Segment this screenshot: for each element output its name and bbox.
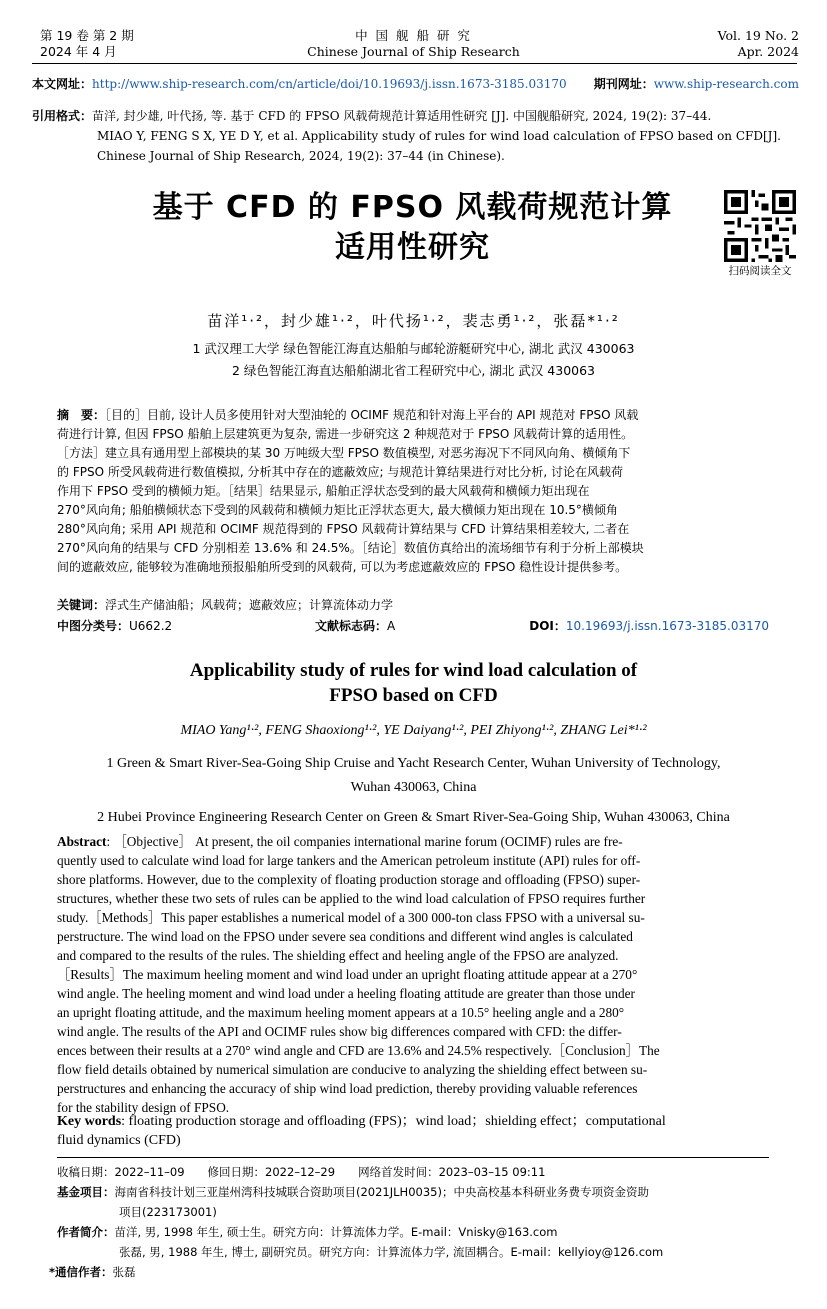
journal-name-cn: 中 国 舰 船 研 究 — [355, 28, 472, 43]
keywords-en-line: : floating production storage and offloading (FPS)；wind load；shielding effect；computational — [121, 1114, 666, 1129]
footnotes — [49, 1162, 777, 1282]
abstract-en-line: ［Results］The maximum heeling moment and wind load under an upright floating attitude appear at a 270° — [57, 967, 638, 982]
title-en-line2: FPSO based on CFD — [329, 685, 498, 706]
abstract-en-line: flow field details obtained by numerical simulation are conducive to analyzing the shielding effect between su- — [57, 1062, 648, 1077]
abstract-en-line: and compared to the results of the rules. The shielding effect and heeling angle of the FPSO are analyzed. — [57, 948, 619, 963]
abstract-cn-line: 荷进行计算, 但因 FPSO 船舶上层建筑更为复杂, 需进一步研究这 2 种规范对于 FPSO 风载荷计算的适用性。 — [57, 427, 634, 441]
date-cn: 2024 年 4 月 — [40, 44, 117, 59]
abstract-cn-line: 间的遮蔽效应, 能够较为准确地预报船舶所受到的风载荷, 可以为考虑遮蔽效应的 FPSO 稳性设计提供参考。 — [57, 560, 628, 574]
author-bio-1: 苗洋, 男, 1998 年生, 硕士生。研究方向：计算流体力学。E-mail：Vnisky@163.com — [114, 1225, 558, 1239]
affiliation-en-1: 1 Green & Smart River-Sea-Going Ship Cruise and Yacht Research Center, Wuhan University of Technology, — [106, 756, 721, 771]
volume-en: Vol. 19 No. 2 — [717, 28, 799, 43]
abstract-cn-line: 作用下 FPSO 受到的横倾力矩。［结果］结果显示, 船舶正浮状态受到的最大风载荷和横倾力矩出现在 — [57, 484, 590, 498]
corresponding-label: *通信作者： — [49, 1265, 113, 1279]
qr-caption: 扫码阅读全文 — [728, 265, 792, 277]
date-en: Apr. 2024 — [737, 44, 799, 59]
authors-cn: 苗洋¹·²，封少雄¹·²，叶代扬¹·²，裴志勇¹·²，张磊*¹·² — [207, 312, 620, 330]
title-cn — [60, 188, 765, 268]
abstract-en-line: wind angle. The heeling moment and wind load under a heeling floating attitude are greater than those under — [57, 986, 635, 1001]
abstract-cn-line: 270°风向角; 船舶横倾状态下受到的风载荷和横倾力矩比正浮状态更大, 最大横倾力矩出现在 10.5°横倾角 — [57, 503, 618, 517]
keywords-cn — [57, 596, 393, 615]
affiliation-en-1-city: Wuhan 430063, China — [350, 780, 477, 795]
citation-line: MIAO Y, FENG S X, YE D Y, et al. Applicability study of rules for wind load calculation of FPSO based on CFD[J]. — [97, 129, 781, 143]
journal-url-label: 期刊网址： — [593, 77, 654, 91]
doi-label: DOI： — [529, 619, 566, 633]
keywords-cn-text: 浮式生产储油船；风载荷；遮蔽效应；计算流体动力学 — [105, 598, 394, 612]
abstract-cn-label: 摘 要： — [57, 408, 106, 422]
issue-info-en — [718, 28, 799, 60]
abstract-en-label: Abstract — [57, 834, 107, 849]
title-cn-line2: 适用性研究 — [335, 230, 490, 265]
abstract-cn-line: ［目的］目前, 设计人员多使用针对大型油轮的 OCIMF 规范和针对海上平台的 API 规范对 FPSO 风载 — [105, 408, 639, 422]
fund-text-cont: 项目(223173001) — [119, 1205, 217, 1219]
issue-cn: 第 19 卷 第 2 期 — [40, 28, 134, 43]
received-dates: 收稿日期：2022–11–09 修回日期：2022–12–29 网络首发时间：2023–03–15 09:11 — [57, 1165, 546, 1179]
affiliations-cn — [0, 338, 827, 382]
keywords-en-label: Key words — [57, 1114, 122, 1129]
qr-code[interactable] — [724, 190, 796, 262]
abstract-en-line: perstructures and enhancing the accuracy of ship wind load prediction, thereby providing valuable references — [57, 1081, 638, 1096]
abstract-en-line: ［Objective］ At present, the oil companies international marine forum (OCIMF) rules are fre- — [113, 834, 623, 849]
clc-label: 中图分类号： — [57, 619, 130, 633]
keywords-cn-label: 关键词： — [57, 598, 106, 612]
footnote-rule — [57, 1157, 769, 1158]
citation-block — [32, 106, 802, 166]
clc-value: U662.2 — [129, 619, 173, 633]
abstract-en-line: shore platforms. However, due to the complexity of floating production storage and offloading (FPSO) super- — [57, 872, 641, 887]
authors-en: MIAO Yang¹·², FENG Shaoxiong¹·², YE Daiyang¹·², PEI Zhiyong¹·², ZHANG Lei*¹·² — [180, 723, 647, 738]
title-cn-line1: 基于 CFD 的 FPSO 风载荷规范计算 — [152, 190, 673, 225]
abstract-en-line: ences between their results at a 270° wind angle and CFD are 13.6% and 24.5% respectively.［Conclusion］The — [57, 1043, 660, 1058]
citation-label: 引用格式： — [32, 109, 93, 123]
abstract-en-line: perstructure. The wind load on the FPSO under severe sea conditions and different wind angles is calculated — [57, 929, 633, 944]
classification-row — [57, 617, 773, 636]
abstract-en-line: an upright floating attitude, and the maximum heeling moment appears at a 10.5° heeling angle and a 280° — [57, 1005, 625, 1020]
abstract-en-line: study.［Methods］This paper establishes a numerical model of a 300 000-ton class FPSO with a universal su- — [57, 910, 645, 925]
abstract-cn-line: 的 FPSO 所受风载荷进行数值模拟, 分析其中存在的遮蔽效应; 与规范计算结果进行对比分析, 讨论在风载荷 — [57, 465, 623, 479]
author-bio-2: 张磊, 男, 1988 年生, 博士, 副研究员。研究方向：计算流体力学, 流固耦合。E-mail：kellyioy@126.com — [119, 1245, 664, 1259]
fund-label: 基金项目： — [57, 1185, 115, 1199]
article-url-link[interactable]: http://www.ship-research.com/cn/article/doi/10.19693/j.issn.1673-3185.03170 — [92, 77, 567, 91]
abstract-en-line: wind angle. The results of the API and OCIMF rules show big differences compared with CFD: the differ- — [57, 1024, 622, 1039]
citation-line: Chinese Journal of Ship Research, 2024, 19(2): 37–44 (in Chinese). — [97, 149, 505, 163]
header-rule — [32, 63, 797, 64]
corresponding-author: 张磊 — [112, 1265, 136, 1279]
abstract-cn-line: ［方法］建立具有通用型上部模块的某 30 万吨级大型 FPSO 数值模型, 对恶劣海况下不同风向角、横倾角下 — [57, 446, 631, 460]
affiliations-en — [0, 752, 827, 830]
journal-url-row — [594, 74, 799, 94]
affiliation-en-2: 2 Hubei Province Engineering Research Center on Green & Smart River-Sea-Going Ship, Wuhan 430063, China — [97, 810, 730, 825]
doc-code-value: A — [387, 619, 396, 633]
keywords-en — [57, 1112, 771, 1150]
affiliation-cn-2: 2 绿色智能江海直达船舶湖北省工程研究中心, 湖北 武汉 430063 — [231, 363, 596, 378]
citation-line: 苗洋, 封少雄, 叶代扬, 等. 基于 CFD 的 FPSO 风载荷规范计算适用性研究 [J]. 中国舰船研究, 2024, 19(2): 37–44. — [92, 109, 712, 123]
fund-text: 海南省科技计划三亚崖州湾科技城联合资助项目(2021JLH0035)；中央高校基本科研业务费专项资金资助 — [114, 1185, 649, 1199]
journal-url-link[interactable]: www.ship-research.com — [653, 77, 799, 91]
article-url-label: 本文网址： — [32, 77, 93, 91]
abstract-cn — [57, 406, 773, 577]
keywords-en-line: fluid dynamics (CFD) — [57, 1133, 181, 1148]
journal-name-en: Chinese Journal of Ship Research — [307, 44, 520, 59]
doi-link[interactable]: 10.19693/j.issn.1673-3185.03170 — [565, 619, 769, 633]
article-url-row — [32, 74, 567, 94]
abstract-en: Abstract: ［Objective］ At present, the oil companies international marine forum (OCIMF) rules are fre- quently used to calculate wind load for large tankers and the American petroleum institute (API) rules for off- shore platforms. However, due to the complexity of floating production storage and offloading (FPSO) super- structures, whether these two sets of rules can be applied to the wind load calculation of FPSO requires further study.［Methods］This paper establishes a numerical model of a 300 000-ton class FPSO with a universal su- perstructure. The wind load on the FPSO under severe sea conditions and different wind angles is calculated and compared to the results of the rules. The shielding effect and heeling angle of the FPSO are analyzed. ［Results］The maximum heeling moment and wind load under an upright floating attitude appear at a 270° wind angle. The heeling moment and wind load under a heeling floating attitude are greater than those under an upright floating attitude, and the maximum heeling moment appears at a 10.5° heeling angle and a 280° wind angle. The results of the API and OCIMF rules show big differences compared with CFD: the differ- ences between their results at a 270° wind angle and CFD are 13.6% and 24.5% respectively.［Conclusion］The flow field details obtained by numerical simulation are conducive to analyzing the shielding effect between su- perstructures and enhancing the accuracy of ship wind load prediction, thereby providing valuable references for the stability design of FPSO. — [57, 832, 771, 1117]
journal-name — [0, 28, 827, 60]
abstract-en-line: structures, whether these two sets of rules can be applied to the wind load calculation of FPSO requires further — [57, 891, 646, 906]
doc-code-label: 文献标志码： — [315, 619, 388, 633]
abstract-cn-line: 280°风向角; 采用 API 规范和 OCIMF 规范得到的 FPSO 风载荷计算结果与 CFD 计算结果相差较大, 二者在 — [57, 522, 630, 536]
author-bio-label: 作者简介： — [57, 1225, 115, 1239]
abstract-en-line: for the stability design of FPSO. — [57, 1100, 230, 1115]
abstract-en-line: quently used to calculate wind load for large tankers and the American petroleum institute (API) rules for off- — [57, 853, 641, 868]
title-en-line1: Applicability study of rules for wind load calculation of — [189, 660, 638, 681]
abstract-cn-line: 270°风向角的结果与 CFD 分别相差 13.6% 和 24.5%。［结论］数值仿真给出的流场细节有利于分析上部模块 — [57, 541, 644, 555]
affiliation-cn-1: 1 武汉理工大学 绿色智能江海直达船舶与邮轮游艇研究中心, 湖北 武汉 430063 — [192, 341, 635, 356]
title-en — [0, 658, 827, 708]
